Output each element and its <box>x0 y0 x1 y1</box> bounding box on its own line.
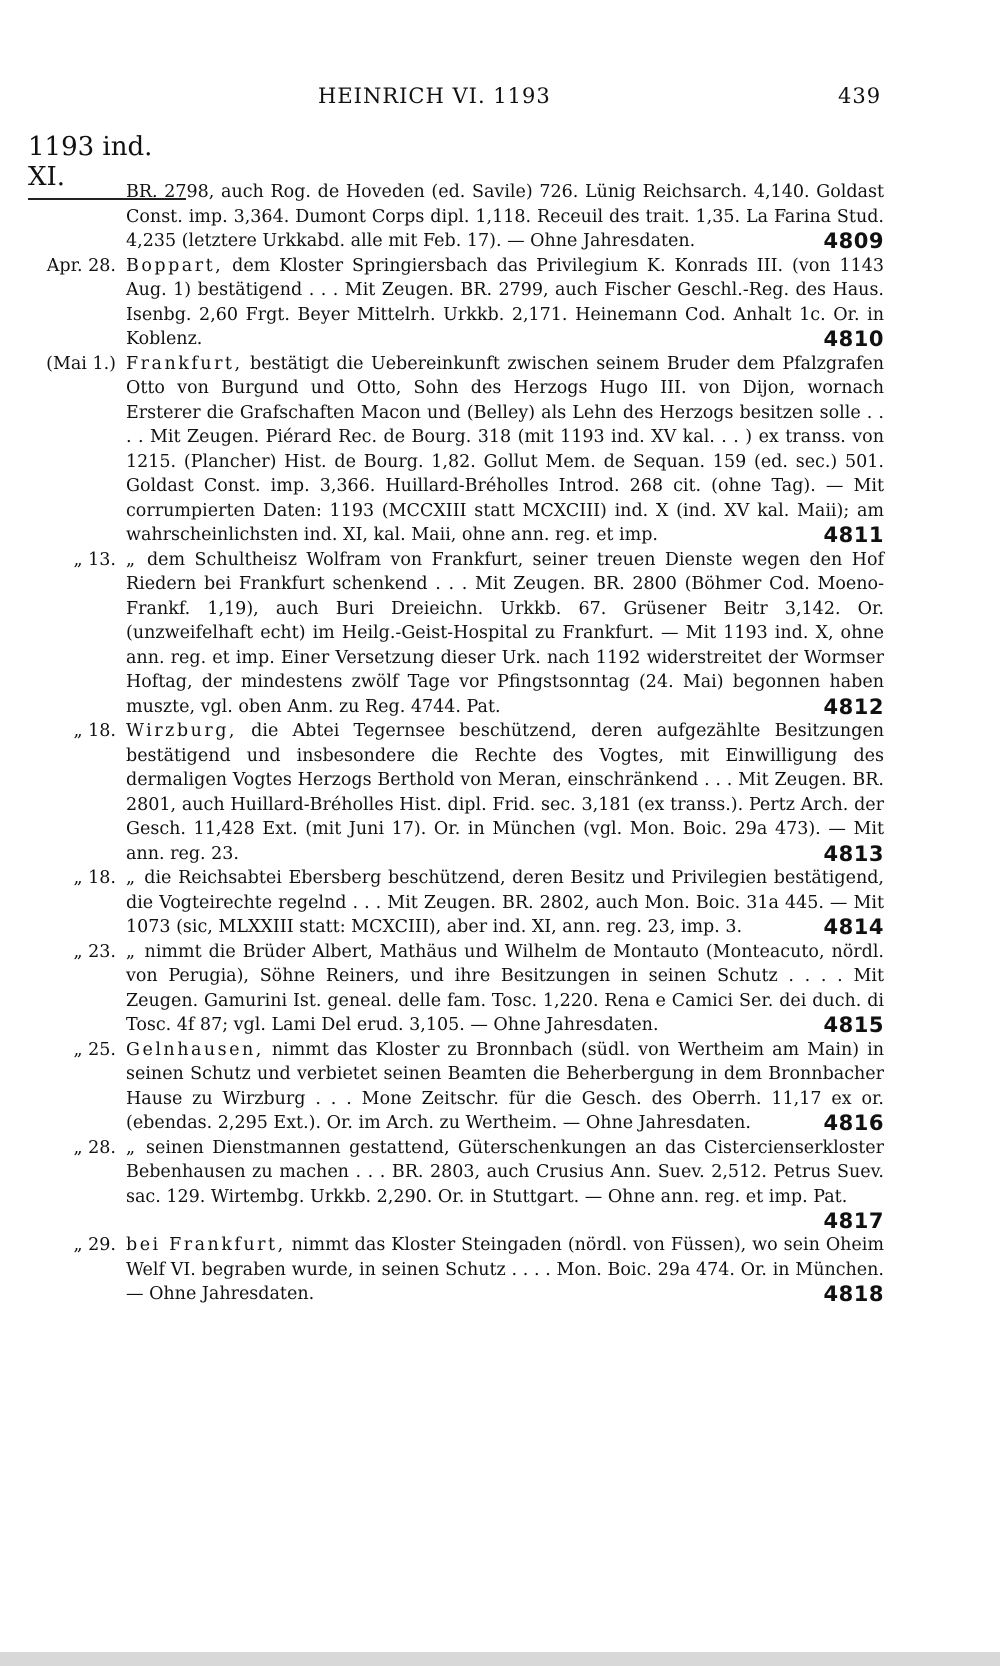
entry-date: Apr. 28. <box>46 255 116 276</box>
entry-body <box>126 866 884 940</box>
regest-entry <box>24 548 884 720</box>
entry-text: seinen Dienstmannen gestattend, Güterschenkungen an das Cistercienserkloster Bebenhausen zu machen . . . BR. 2803, auch Crusius Ann. Suev. 2,512. Petrus Suev. sac. 129. Wirtembg. Urkkb. 2,290. Or. in Stuttgart. — Ohne ann. reg. et imp. Pat. <box>126 1137 884 1207</box>
regest-entry <box>24 1136 884 1234</box>
entry-body <box>126 254 884 352</box>
entry-text: dem Kloster Springiersbach das Privilegium K. Konrads III. (von 1143 Aug. 1) bestätigend . . . Mit Zeugen. BR. 2799, auch Fischer Geschl.-Reg. des Haus. Isenbg. 2,60 Frgt. Beyer Mittelrh. Urkkb. 2,171. Heinemann Cod. Anhalt 1c. Or. in Koblenz. <box>126 255 884 349</box>
regest-entry <box>24 180 884 254</box>
entry-text: nimmt das Kloster zu Bronnbach (südl. von Wertheim am Main) in seinen Schutz und verbietet seinen Beamten die Beherbergung in dem Bronnbacher Hause zu Wirzburg . . . Mone Zeitschr. für die Gesch. des Oberrh. 11,17 ex or. (ebendas. 2,295 Ext.). Or. im Arch. zu Wertheim. — Ohne Jahresdaten. <box>126 1039 884 1133</box>
regest-number: 4816 <box>823 1111 884 1135</box>
entry-place: Boppart, <box>126 255 224 276</box>
regest-number: 4814 <box>823 915 884 939</box>
regesta-entries <box>24 180 884 1307</box>
entry-text: die Abtei Tegernsee beschützend, deren aufgezählte Besitzungen bestätigend und insbesondere die Rechte des Vogtes, mit Einwilligung des dermaligen Vogtes Herzogs Berthold von Meran, einschränkend . . . Mit Zeugen. BR. 2801, auch Huillard-Bréholles Hist. dipl. Frid. sec. 3,181 (ex transs.). Pertz Arch. der Gesch. 11,428 Ext. (mit Juni 17). Or. in München (vgl. Mon. Boic. 29a 473). — Mit ann. reg. 23. <box>126 721 884 864</box>
entry-body <box>126 1233 884 1307</box>
regest-entry <box>24 719 884 866</box>
entry-place: Wirzburg, <box>126 721 237 741</box>
regest-number: 4812 <box>823 694 884 719</box>
regest-entry <box>24 254 884 352</box>
entry-place: „ <box>126 1137 138 1158</box>
regest-entry <box>24 940 884 1038</box>
entry-text: nimmt die Brüder Albert, Mathäus und Wilhelm de Montauto (Monteacuto, nördl. von Perugia), Söhne Reiners, und ihre Besitzungen in seinen Schutz . . . . Mit Zeugen. Gamurini Ist. geneal. delle fam. Tosc. 1,220. Rena e Camici Ser. dei duch. di Tosc. 4f 87; vgl. Lami Del erud. 3,105. — Ohne Jahresdaten. <box>126 941 884 1035</box>
entry-text: die Reichsabtei Ebersberg beschützend, deren Besitz und Privilegien bestätigend, die Vogteirechte regelnd . . . Mit Zeugen. BR. 2802, auch Mon. Boic. 31a 445. — Mit 1073 (sic, MLXXIII statt: MCXCIII), aber ind. XI, ann. reg. 23, imp. 3. <box>126 868 884 937</box>
regest-number: 4809 <box>823 229 884 253</box>
entry-date <box>24 180 126 254</box>
entry-body <box>126 940 884 1038</box>
entry-text: dem Schultheisz Wolfram von Frankfurt, seiner treuen Dienste wegen den Hof Riedern bei Frankfurt schenkend . . . Mit Zeugen. BR. 2800 (Böhmer Cod. Moeno-Frankf. 1,19), auch Buri Dreieichn. Urkkb. 67. Grüsener Beitr 3,142. Or. (unzweifelhaft echt) im Heilg.-Geist-Hospital zu Frankfurt. — Mit 1193 ind. X, ohne ann. reg. et imp. Einer Versetzung dieser Urk. nach 1192 widerstreitet der Wormser Hoftag, der mindestens zwölf Tage vor Pfingstsonntag (24. Mai) begonnen haben muszte, vgl. oben Anm. zu Reg. 4744. Pat. <box>126 549 884 717</box>
entry-date: „ 13. <box>73 549 116 570</box>
entry-date: „ 25. <box>73 1039 116 1060</box>
entry-date: „ 23. <box>73 941 116 962</box>
entry-body <box>126 1038 884 1136</box>
entry-date: „ 18. <box>73 868 116 888</box>
entry-date: „ 18. <box>73 721 116 741</box>
regest-number: 4811 <box>823 523 884 547</box>
page-number: 439 <box>838 84 882 108</box>
entry-place: „ <box>126 868 138 888</box>
regest-entry <box>24 1038 884 1136</box>
entry-place: Gelnhausen, <box>126 1039 264 1060</box>
regest-entry <box>24 352 884 548</box>
entry-body <box>126 719 884 866</box>
entry-text: BR. 2798, auch Rog. de Hoveden (ed. Savile) 726. Lünig Reichsarch. 4,140. Goldast Const. imp. 3,364. Dumont Corps dipl. 1,118. Receuil des trait. 1,35. La Farina Stud. 4,235 (letztere Urkkabd. alle mit Feb. 17). — Ohne Jahresdaten. <box>126 182 884 251</box>
entry-body <box>126 180 884 254</box>
entry-date: „ 29. <box>73 1235 116 1255</box>
entry-body <box>126 1136 884 1234</box>
entry-body <box>126 352 884 548</box>
entry-date: „ 28. <box>73 1137 116 1158</box>
regest-entry <box>24 1233 884 1307</box>
regest-number: 4817 <box>823 1209 884 1233</box>
entry-body <box>126 548 884 720</box>
entry-date: (Mai 1.) <box>46 353 116 374</box>
entry-place: Frankfurt, <box>126 353 243 374</box>
year-indiction-label: 1193 ind. XI. <box>28 132 186 200</box>
regest-number: 4815 <box>823 1013 884 1037</box>
entry-place: bei Frankfurt, <box>126 1235 286 1255</box>
regest-number: 4810 <box>823 327 884 351</box>
entry-text: bestätigt die Uebereinkunft zwischen seinem Bruder dem Pfalzgrafen Otto von Burgund und Otto, Sohn des Herzogs Hugo III. von Dijon, wornach Ersterer die Grafschaften Macon und (Belley) als Lehn des Herzogs besitzen solle . . . . Mit Zeugen. Piérard Rec. de Bourg. 318 (mit 1193 ind. XV kal. . . ) ex transs. von 1215. (Plancher) Hist. de Bourg. 1,82. Gollut Mem. de Sequan. 159 (ed. sec.) 501. Goldast Const. imp. 3,366. Huillard-Bréholles Introd. 268 cit. (ohne Tag). — Mit corrumpierten Daten: 1193 (MCCXIII statt MCXCIII) ind. X (ind. XV kal. Maii); am wahrscheinlichsten ind. XI, kal. Maii, ohne ann. reg. et imp. <box>126 353 884 545</box>
page-header <box>0 84 1000 112</box>
running-title: HEINRICH VI. 1193 <box>318 84 551 108</box>
regest-number: 4818 <box>823 1282 884 1306</box>
entry-text: nimmt das Kloster Steingaden (nördl. von Füssen), wo sein Oheim Welf VI. begraben wurde, in seinen Schutz . . . . Mon. Boic. 29a 474. Or. in München. — Ohne Jahresdaten. <box>126 1235 884 1304</box>
scan-edge <box>0 1652 1000 1666</box>
entry-place: „ <box>126 549 138 570</box>
regest-entry <box>24 866 884 940</box>
entry-place: „ <box>126 941 138 962</box>
regest-number: 4813 <box>823 841 884 866</box>
